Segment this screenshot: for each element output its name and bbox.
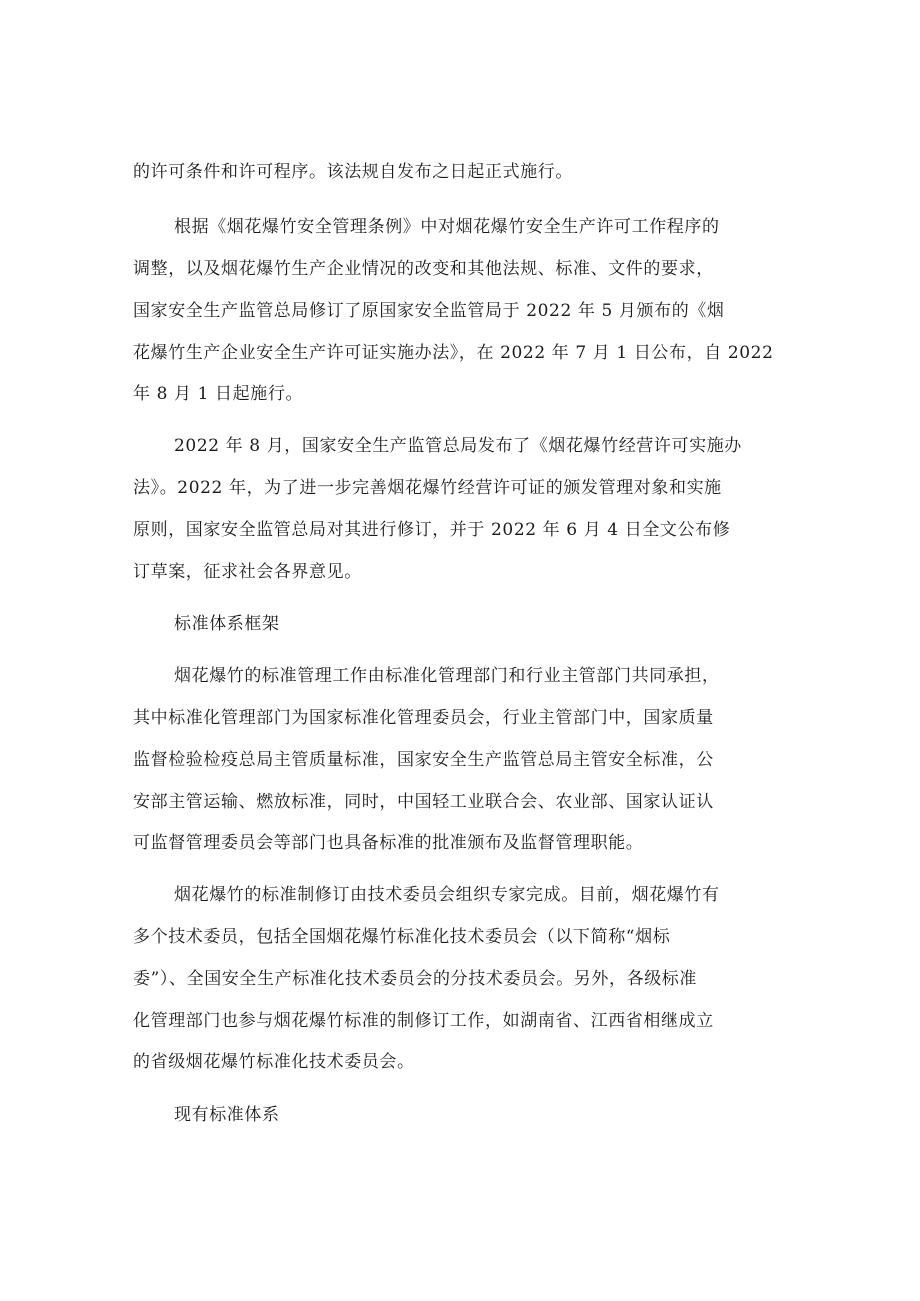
paragraph-line: 原则，国家安全监管总局对其进行修订，并于 2022 年 6 月 4 日全文公布修 <box>133 520 731 540</box>
paragraph-line: 烟花爆竹的标准管理工作由标准化管理部门和行业主管部门共同承担， <box>174 666 720 686</box>
paragraph-line: 法》。2022 年，为了进一步完善烟花爆竹经营许可证的颁发管理对象和实施 <box>133 478 722 498</box>
section-heading: 现有标准体系 <box>174 1105 280 1125</box>
paragraph-line: 监督检验检疫总局主管质量标准，国家安全生产监管总局主管安全标准，公 <box>133 750 714 770</box>
paragraph-line: 的许可条件和许可程序。该法规自发布之日起正式施行。 <box>133 162 573 182</box>
paragraph-line: 其中标准化管理部门为国家标准化管理委员会，行业主管部门中，国家质量 <box>133 708 714 728</box>
paragraph-line: 国家安全生产监管总局修订了原国家安全监管局于 2022 年 5 月颁布的《烟 <box>133 301 725 321</box>
paragraph-line: 安部主管运输、燃放标准，同时，中国轻工业联合会、农业部、国家认证认 <box>133 792 714 812</box>
paragraph-line: 化管理部门也参与烟花爆竹标准的制修订工作，如湖南省、江西省相继成立 <box>133 1011 714 1031</box>
paragraph-line: 年 8 月 1 日起施行。 <box>133 384 304 404</box>
paragraph-line: 委”）、全国安全生产标准化技术委员会的分技术委员会。另外，各级标准 <box>133 969 697 989</box>
paragraph-line: 根据《烟花爆竹安全管理条例》中对烟花爆竹安全生产许可工作程序的 <box>174 217 720 237</box>
paragraph-line: 可监督管理委员会等部门也具备标准的批准颁布及监督管理职能。 <box>133 833 644 853</box>
paragraph-line: 订草案，征求社会各界意见。 <box>133 562 362 582</box>
paragraph-line: 烟花爆竹的标准制修订由技术委员会组织专家完成。目前，烟花爆竹有 <box>174 885 720 905</box>
paragraph-line: 2022 年 8 月，国家安全生产监管总局发布了《烟花爆竹经营许可实施办 <box>174 436 742 456</box>
paragraph-line: 的省级烟花爆竹标准化技术委员会。 <box>133 1052 415 1072</box>
paragraph-line: 调整，以及烟花爆竹生产企业情况的改变和其他法规、标准、文件的要求， <box>133 259 714 279</box>
paragraph-line: 花爆竹生产企业安全生产许可证实施办法》，在 2022 年 7 月 1 日公布，自 2022 <box>133 343 774 363</box>
paragraph-line: 多个技术委员，包括全国烟花爆竹标准化技术委员会（以下简称“烟标 <box>133 927 671 947</box>
section-heading: 标准体系框架 <box>174 614 280 634</box>
